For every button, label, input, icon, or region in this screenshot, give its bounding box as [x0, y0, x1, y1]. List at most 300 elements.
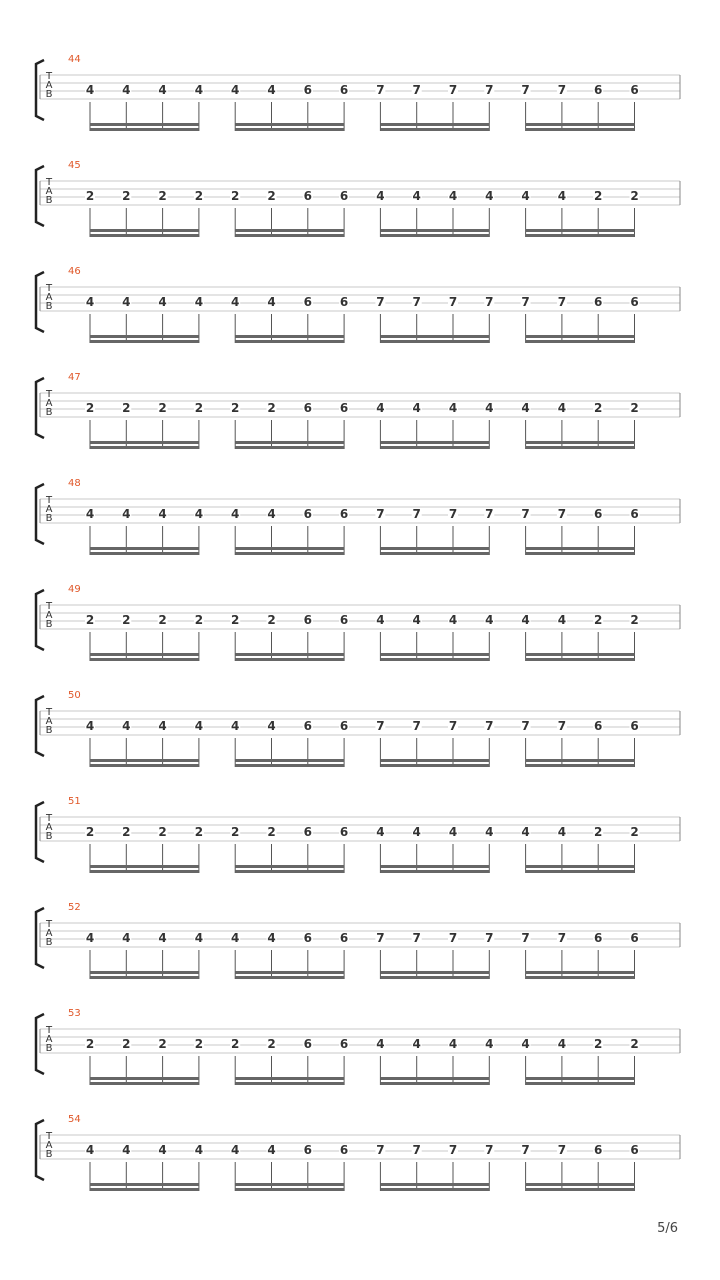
fret-number: 4 — [448, 825, 458, 839]
beam-upper — [235, 1183, 344, 1186]
fret-number: 2 — [630, 825, 639, 839]
beam-upper — [380, 123, 489, 126]
fret-number: 7 — [376, 719, 385, 733]
fret-number: 4 — [231, 719, 240, 733]
tab-clef-letter: T — [45, 919, 53, 930]
fret-number: 7 — [412, 931, 421, 945]
fret-number: 2 — [122, 189, 131, 203]
fret-number: 6 — [630, 83, 639, 97]
fret-number: 4 — [122, 1143, 131, 1157]
fret-number: 7 — [521, 507, 530, 521]
beam-lower — [380, 764, 489, 767]
measure-number: 49 — [68, 584, 81, 595]
beam-upper — [380, 759, 489, 762]
fret-number: 4 — [194, 931, 204, 945]
fret-number: 7 — [521, 1143, 530, 1157]
fret-number: 4 — [521, 1037, 530, 1051]
fret-number: 4 — [485, 613, 494, 627]
beam-lower — [235, 128, 344, 131]
fret-number: 2 — [267, 1037, 276, 1051]
fret-number: 7 — [448, 295, 458, 309]
fret-number: 4 — [557, 825, 567, 839]
fret-number: 4 — [448, 613, 458, 627]
fret-number: 6 — [630, 295, 639, 309]
fret-number: 4 — [231, 931, 240, 945]
fret-number: 4 — [521, 401, 530, 415]
tab-clef-letter: B — [45, 301, 53, 312]
beam-lower — [90, 1188, 199, 1191]
fret-number: 4 — [412, 825, 421, 839]
fret-number: 7 — [376, 83, 385, 97]
beam-lower — [526, 870, 635, 873]
fret-number: 7 — [448, 931, 458, 945]
beam-upper — [380, 971, 489, 974]
fret-number: 4 — [267, 719, 276, 733]
fret-number: 2 — [158, 825, 167, 839]
beam-upper — [526, 441, 635, 444]
fret-number: 4 — [122, 507, 131, 521]
fret-number: 4 — [158, 719, 167, 733]
fret-number: 6 — [339, 825, 349, 839]
beam-upper — [235, 335, 344, 338]
fret-number: 4 — [158, 931, 167, 945]
beam-lower — [90, 870, 199, 873]
fret-number: 7 — [521, 719, 530, 733]
beam-lower — [235, 1188, 344, 1191]
beam-lower — [235, 764, 344, 767]
beam-lower — [380, 1188, 489, 1191]
fret-number: 2 — [122, 401, 131, 415]
fret-number: 2 — [594, 189, 603, 203]
page-number: 5/6 — [657, 1221, 678, 1236]
tab-clef-letter: A — [45, 186, 53, 197]
tab-clef-letter: A — [45, 928, 53, 939]
tab-clef-letter: T — [45, 813, 53, 824]
fret-number: 4 — [557, 613, 567, 627]
fret-number: 6 — [630, 931, 639, 945]
fret-number: 7 — [485, 931, 494, 945]
fret-number: 4 — [158, 83, 167, 97]
fret-number: 6 — [594, 295, 603, 309]
beam-lower — [380, 234, 489, 237]
tab-clef-letter: B — [45, 89, 53, 100]
fret-number: 2 — [231, 613, 240, 627]
beam-upper — [90, 971, 199, 974]
beam-lower — [90, 976, 199, 979]
fret-number: 2 — [158, 613, 167, 627]
beam-lower — [526, 128, 635, 131]
fret-number: 2 — [267, 613, 276, 627]
fret-number: 6 — [339, 719, 349, 733]
beam-upper — [90, 441, 199, 444]
fret-number: 7 — [448, 1143, 458, 1157]
fret-number: 2 — [194, 613, 204, 627]
fret-number: 4 — [521, 613, 530, 627]
fret-number: 2 — [267, 189, 276, 203]
fret-number: 4 — [122, 83, 131, 97]
beam-upper — [90, 229, 199, 232]
beam-lower — [90, 128, 199, 131]
beam-lower — [235, 870, 344, 873]
beam-upper — [90, 1077, 199, 1080]
fret-number: 4 — [267, 1143, 276, 1157]
fret-number: 4 — [158, 1143, 167, 1157]
measure-number: 51 — [68, 796, 81, 807]
fret-number: 4 — [376, 825, 385, 839]
fret-number: 6 — [339, 83, 349, 97]
fret-number: 2 — [594, 825, 603, 839]
fret-number: 4 — [376, 189, 385, 203]
fret-number: 4 — [194, 1143, 204, 1157]
beam-lower — [90, 234, 199, 237]
measure-number: 47 — [68, 372, 81, 383]
fret-number: 2 — [85, 825, 95, 839]
fret-number: 2 — [158, 1037, 167, 1051]
beam-upper — [90, 547, 199, 550]
beam-lower — [235, 976, 344, 979]
fret-number: 4 — [448, 401, 458, 415]
beam-lower — [235, 658, 344, 661]
tab-clef-letter: B — [45, 407, 53, 418]
measure-number: 48 — [68, 478, 81, 489]
fret-number: 6 — [303, 1143, 312, 1157]
fret-number: 7 — [557, 931, 567, 945]
beam-upper — [526, 1183, 635, 1186]
fret-number: 6 — [339, 295, 349, 309]
beam-lower — [526, 552, 635, 555]
fret-number: 7 — [376, 931, 385, 945]
fret-number: 2 — [594, 1037, 603, 1051]
fret-number: 4 — [521, 189, 530, 203]
measure-number: 53 — [68, 1008, 81, 1019]
tab-system — [36, 54, 680, 131]
fret-number: 7 — [485, 507, 494, 521]
fret-number: 7 — [448, 507, 458, 521]
beam-upper — [526, 865, 635, 868]
beam-upper — [380, 865, 489, 868]
tab-system — [36, 160, 680, 237]
fret-number: 7 — [521, 295, 530, 309]
tab-clef-letter: A — [45, 610, 53, 621]
measure-number: 44 — [68, 54, 81, 65]
beam-upper — [235, 229, 344, 232]
tab-clef-letter: B — [45, 619, 53, 630]
beam-upper — [235, 971, 344, 974]
fret-number: 6 — [594, 83, 603, 97]
fret-number: 6 — [630, 719, 639, 733]
beam-upper — [526, 335, 635, 338]
beam-lower — [235, 234, 344, 237]
fret-number: 2 — [630, 1037, 639, 1051]
beam-lower — [380, 128, 489, 131]
beam-lower — [90, 764, 199, 767]
tab-system — [36, 1008, 680, 1085]
fret-number: 6 — [303, 507, 312, 521]
fret-number: 4 — [122, 295, 131, 309]
fret-number: 7 — [412, 719, 421, 733]
fret-number: 4 — [448, 189, 458, 203]
fret-number: 4 — [376, 401, 385, 415]
tab-clef-letter: A — [45, 292, 53, 303]
fret-number: 2 — [630, 189, 639, 203]
tab-system — [36, 478, 680, 555]
fret-number: 7 — [448, 719, 458, 733]
fret-number: 2 — [158, 401, 167, 415]
beam-upper — [526, 229, 635, 232]
fret-number: 6 — [303, 825, 312, 839]
fret-number: 4 — [85, 295, 95, 309]
fret-number: 2 — [231, 401, 240, 415]
fret-number: 7 — [412, 1143, 421, 1157]
tab-clef-letter: B — [45, 831, 53, 842]
fret-number: 4 — [557, 1037, 567, 1051]
measure-number: 52 — [68, 902, 81, 913]
beam-upper — [526, 653, 635, 656]
fret-number: 2 — [594, 401, 603, 415]
fret-number: 2 — [158, 189, 167, 203]
fret-number: 6 — [630, 1143, 639, 1157]
fret-number: 4 — [557, 401, 567, 415]
fret-number: 4 — [521, 825, 530, 839]
fret-number: 4 — [85, 719, 95, 733]
fret-number: 2 — [231, 189, 240, 203]
beam-upper — [526, 123, 635, 126]
fret-number: 2 — [267, 401, 276, 415]
beam-lower — [90, 340, 199, 343]
fret-number: 4 — [158, 507, 167, 521]
fret-number: 4 — [194, 83, 204, 97]
beam-upper — [235, 547, 344, 550]
fret-number: 7 — [521, 931, 530, 945]
fret-number: 6 — [303, 189, 312, 203]
fret-number: 6 — [339, 613, 349, 627]
fret-number: 6 — [339, 189, 349, 203]
fret-number: 6 — [594, 507, 603, 521]
tab-clef-letter: A — [45, 504, 53, 515]
tab-clef-letter: T — [45, 1025, 53, 1036]
beam-lower — [526, 658, 635, 661]
fret-number: 2 — [122, 825, 131, 839]
tab-clef-letter: T — [45, 389, 53, 400]
fret-number: 4 — [448, 1037, 458, 1051]
fret-number: 7 — [376, 507, 385, 521]
beam-lower — [90, 658, 199, 661]
fret-number: 6 — [303, 295, 312, 309]
fret-number: 6 — [339, 1037, 349, 1051]
beam-lower — [235, 1082, 344, 1085]
fret-number: 6 — [339, 507, 349, 521]
fret-number: 7 — [485, 719, 494, 733]
tab-clef-letter: B — [45, 1149, 53, 1160]
beam-upper — [380, 1077, 489, 1080]
fret-number: 2 — [122, 613, 131, 627]
fret-number: 7 — [412, 83, 421, 97]
tab-clef-letter: T — [45, 707, 53, 718]
fret-number: 7 — [557, 507, 567, 521]
beam-lower — [380, 870, 489, 873]
beam-lower — [526, 764, 635, 767]
beam-lower — [90, 1082, 199, 1085]
fret-number: 7 — [557, 295, 567, 309]
beam-lower — [526, 234, 635, 237]
fret-number: 4 — [85, 83, 95, 97]
fret-number: 4 — [194, 295, 204, 309]
fret-number: 4 — [485, 401, 494, 415]
beam-lower — [235, 552, 344, 555]
beam-lower — [380, 340, 489, 343]
beam-upper — [90, 865, 199, 868]
beam-lower — [526, 1082, 635, 1085]
fret-number: 2 — [231, 825, 240, 839]
fret-number: 4 — [231, 295, 240, 309]
measure-number: 50 — [68, 690, 81, 701]
tab-clef-letter: A — [45, 822, 53, 833]
beam-upper — [90, 123, 199, 126]
beam-upper — [526, 971, 635, 974]
tab-system — [36, 796, 680, 873]
fret-number: 4 — [158, 295, 167, 309]
beam-lower — [90, 552, 199, 555]
fret-number: 7 — [485, 295, 494, 309]
fret-number: 4 — [231, 1143, 240, 1157]
fret-number: 6 — [630, 507, 639, 521]
fret-number: 4 — [231, 507, 240, 521]
fret-number: 4 — [267, 295, 276, 309]
tab-clef-letter: T — [45, 177, 53, 188]
beam-upper — [90, 653, 199, 656]
fret-number: 6 — [303, 1037, 312, 1051]
fret-number: 6 — [594, 719, 603, 733]
fret-number: 2 — [267, 825, 276, 839]
fret-number: 7 — [412, 507, 421, 521]
fret-number: 4 — [412, 1037, 421, 1051]
tab-clef-letter: B — [45, 1043, 53, 1054]
fret-number: 4 — [485, 189, 494, 203]
beam-upper — [235, 441, 344, 444]
fret-number: 6 — [303, 931, 312, 945]
tab-clef-letter: T — [45, 71, 53, 82]
fret-number: 2 — [231, 1037, 240, 1051]
measure-number: 54 — [68, 1114, 81, 1125]
fret-number: 6 — [303, 83, 312, 97]
fret-number: 6 — [339, 1143, 349, 1157]
beam-upper — [235, 865, 344, 868]
fret-number: 2 — [630, 613, 639, 627]
fret-number: 2 — [194, 1037, 204, 1051]
tab-system — [36, 1114, 680, 1191]
fret-number: 7 — [557, 1143, 567, 1157]
fret-number: 4 — [557, 189, 567, 203]
fret-number: 4 — [231, 83, 240, 97]
beam-upper — [90, 1183, 199, 1186]
fret-number: 4 — [485, 825, 494, 839]
fret-number: 4 — [267, 507, 276, 521]
fret-number: 7 — [557, 83, 567, 97]
beam-upper — [526, 759, 635, 762]
beam-upper — [380, 1183, 489, 1186]
fret-number: 4 — [267, 83, 276, 97]
tab-clef-letter: B — [45, 195, 53, 206]
fret-number: 7 — [485, 83, 494, 97]
tab-clef-letter: T — [45, 601, 53, 612]
beam-upper — [380, 229, 489, 232]
beam-lower — [380, 658, 489, 661]
fret-number: 4 — [376, 1037, 385, 1051]
beam-upper — [90, 335, 199, 338]
fret-number: 2 — [85, 189, 95, 203]
beam-upper — [526, 1077, 635, 1080]
measure-number: 46 — [68, 266, 81, 277]
tab-system — [36, 372, 680, 449]
fret-number: 4 — [267, 931, 276, 945]
beam-upper — [235, 1077, 344, 1080]
measure-number: 45 — [68, 160, 81, 171]
tab-clef-letter: A — [45, 1140, 53, 1151]
fret-number: 7 — [376, 1143, 385, 1157]
beam-lower — [380, 976, 489, 979]
fret-number: 6 — [303, 719, 312, 733]
beam-upper — [380, 547, 489, 550]
fret-number: 2 — [194, 189, 204, 203]
beam-upper — [235, 759, 344, 762]
fret-number: 2 — [85, 401, 95, 415]
tab-clef-letter: T — [45, 495, 53, 506]
tab-clef-letter: A — [45, 398, 53, 409]
tab-clef-letter: T — [45, 1131, 53, 1142]
fret-number: 4 — [194, 507, 204, 521]
tab-system — [36, 584, 680, 661]
fret-number: 4 — [85, 507, 95, 521]
beam-lower — [380, 1082, 489, 1085]
tab-system — [36, 902, 680, 979]
tab-clef-letter: B — [45, 937, 53, 948]
fret-number: 2 — [194, 401, 204, 415]
fret-number: 4 — [122, 719, 131, 733]
fret-number: 4 — [85, 1143, 95, 1157]
fret-number: 7 — [448, 83, 458, 97]
beam-lower — [380, 552, 489, 555]
beam-upper — [380, 441, 489, 444]
beam-lower — [235, 446, 344, 449]
beam-lower — [526, 976, 635, 979]
fret-number: 2 — [122, 1037, 131, 1051]
fret-number: 4 — [122, 931, 131, 945]
beam-lower — [235, 340, 344, 343]
tab-clef-letter: B — [45, 725, 53, 736]
beam-upper — [380, 335, 489, 338]
tab-clef-letter: B — [45, 513, 53, 524]
beam-upper — [235, 123, 344, 126]
tab-system — [36, 690, 680, 767]
fret-number: 4 — [412, 613, 421, 627]
beam-upper — [90, 759, 199, 762]
beam-lower — [380, 446, 489, 449]
fret-number: 2 — [194, 825, 204, 839]
fret-number: 4 — [412, 401, 421, 415]
tab-clef-letter: A — [45, 80, 53, 91]
fret-number: 4 — [85, 931, 95, 945]
fret-number: 7 — [557, 719, 567, 733]
fret-number: 6 — [594, 931, 603, 945]
fret-number: 7 — [521, 83, 530, 97]
tab-clef-letter: A — [45, 1034, 53, 1045]
beam-lower — [90, 446, 199, 449]
fret-number: 4 — [412, 189, 421, 203]
fret-number: 6 — [594, 1143, 603, 1157]
fret-number: 4 — [485, 1037, 494, 1051]
beam-upper — [526, 547, 635, 550]
fret-number: 6 — [303, 613, 312, 627]
